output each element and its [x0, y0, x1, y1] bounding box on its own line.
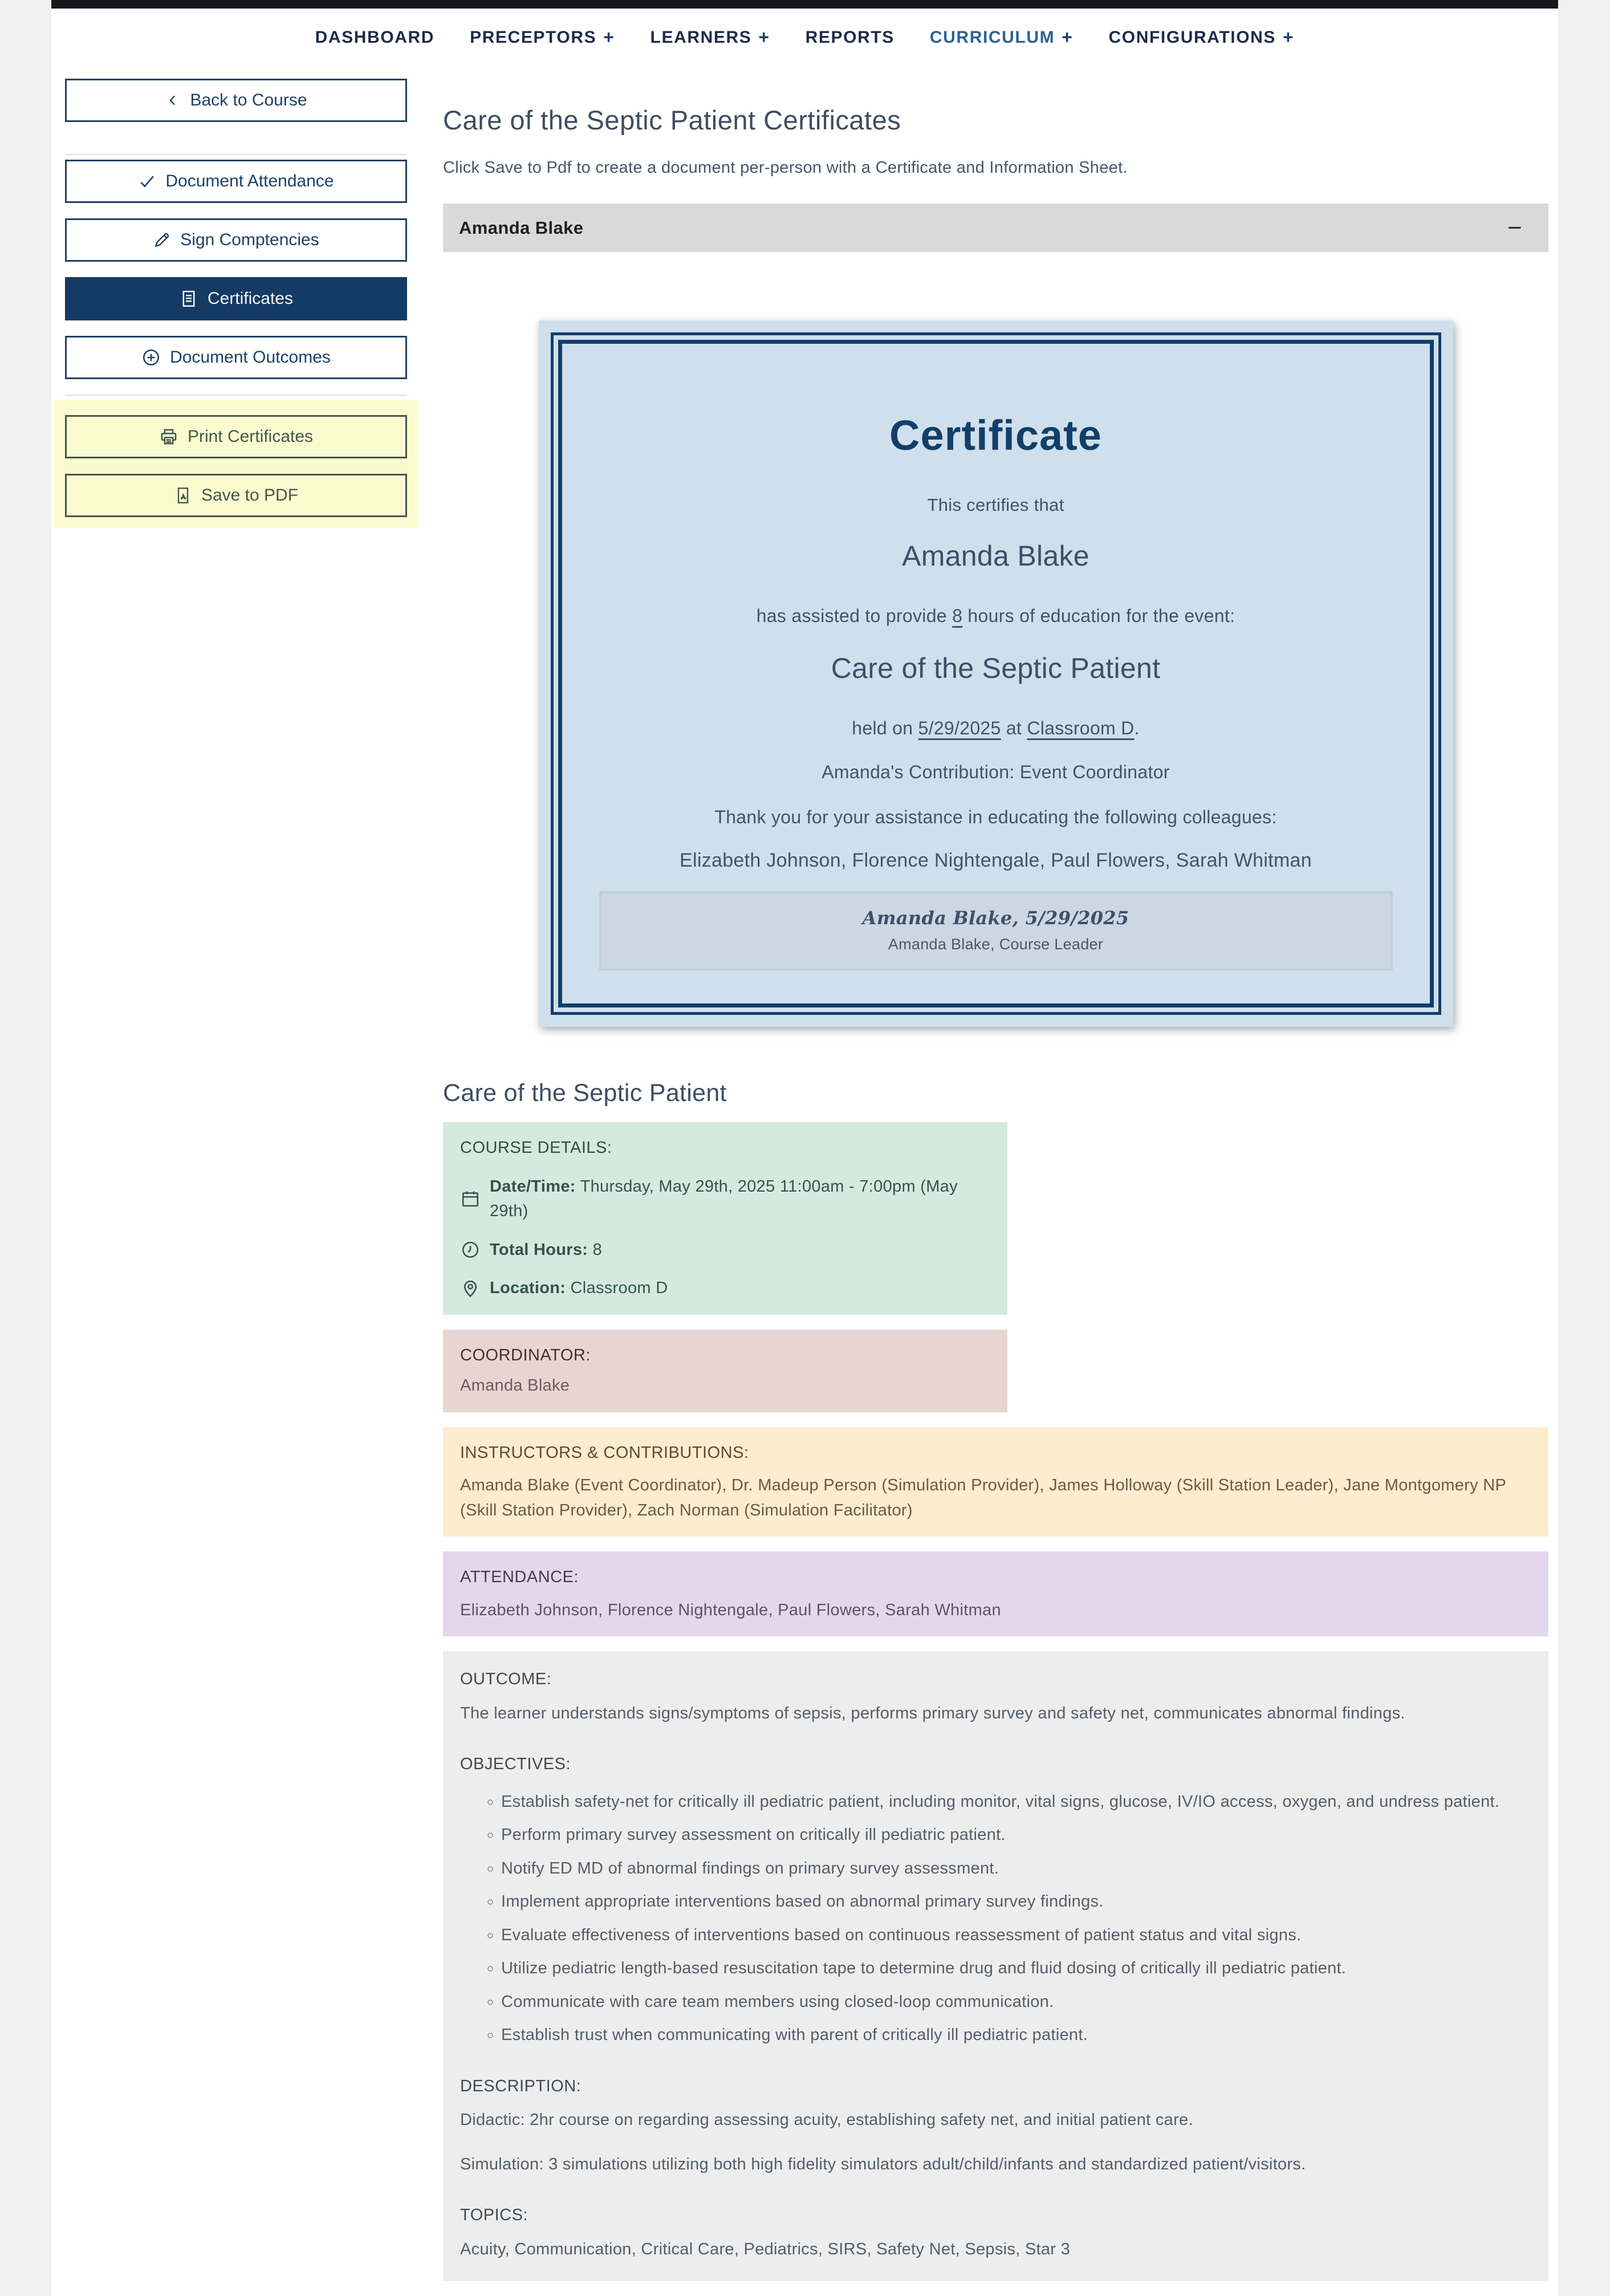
sign-competencies-label: Sign Comptencies	[180, 230, 319, 249]
nav-label: REPORTS	[805, 27, 895, 47]
certificate	[539, 320, 1453, 1027]
plus-icon: +	[603, 27, 615, 47]
attendance-box	[443, 1551, 1548, 1636]
document-attendance-label: Document Attendance	[165, 172, 334, 190]
location-label: Location:	[490, 1279, 566, 1297]
event-date: 5/29/2025	[918, 718, 1001, 738]
print-certificates-label: Print Certificates	[187, 427, 314, 446]
plus-icon: +	[1062, 27, 1074, 47]
objectives-list	[460, 1790, 1531, 2048]
date-time-row	[460, 1175, 990, 1224]
person-accordion-header[interactable]	[443, 204, 1548, 252]
document-icon	[179, 289, 198, 308]
objective-item: ◦ Notify ED MD of abnormal findings on primary survey assessment.	[501, 1856, 1531, 1881]
document-outcomes-label: Document Outcomes	[170, 348, 331, 367]
main-content	[443, 79, 1548, 2281]
nav-curriculum[interactable]	[930, 27, 1074, 48]
nav-label: CONFIGURATIONS	[1108, 27, 1276, 47]
objective-item: ◦ Utilize pediatric length-based resuscitation tape to determine drug and fluid dosing of critically ill pediatric patient.	[501, 1956, 1531, 1981]
objective-item: ◦ Evaluate effectiveness of interventions based on continuous reassessment of patient status and vital signs.	[501, 1923, 1531, 1948]
description-didactic: Didactic: 2hr course on regarding assessing acuity, establishing safety net, and initial patient care.	[460, 2111, 1193, 2129]
outcome-objectives-box	[443, 1651, 1548, 2281]
plus-circle-icon	[141, 348, 161, 367]
assist-line	[588, 606, 1404, 627]
event-name: Care of the Septic Patient	[831, 652, 1161, 684]
sidebar	[65, 79, 407, 2281]
sign-competencies-button[interactable]	[65, 218, 407, 262]
outcome-heading: OUTCOME:	[460, 1670, 552, 1688]
save-to-pdf-label: Save to PDF	[201, 486, 299, 505]
clock-icon	[460, 1240, 481, 1260]
pencil-icon	[153, 231, 171, 249]
assist-suffix: hours of education for the event:	[967, 606, 1235, 626]
calendar-icon	[460, 1189, 481, 1209]
topics-value: Acuity, Communication, Critical Care, Pediatrics, SIRS, Safety Net, Sepsis, Star 3	[460, 2240, 1071, 2258]
objective-item: ◦ Communicate with care team members using closed-loop communication.	[501, 1990, 1531, 2015]
top-black-bar	[51, 0, 1558, 9]
coordinator-box	[443, 1330, 1007, 1412]
recipient-name: Amanda Blake	[902, 540, 1089, 572]
nav-preceptors[interactable]	[470, 27, 615, 48]
page-title: Care of the Septic Patient Certificates	[443, 105, 901, 135]
chevron-left-icon	[165, 92, 181, 108]
description-section	[460, 2074, 1531, 2177]
pdf-file-icon	[174, 486, 192, 505]
content-layout	[51, 68, 1558, 2281]
printer-icon	[159, 427, 178, 446]
nav-label: DASHBOARD	[315, 27, 435, 47]
signature-box	[599, 891, 1393, 970]
total-hours-row	[460, 1238, 990, 1263]
nav-configurations[interactable]	[1109, 27, 1295, 48]
back-to-course-label: Back to Course	[190, 91, 307, 109]
nav-reports[interactable]	[806, 28, 895, 47]
sidebar-divider	[65, 154, 407, 155]
topics-section	[460, 2203, 1531, 2262]
nav-label: CURRICULUM	[929, 27, 1055, 47]
objective-item: ◦ Establish trust when communicating with parent of critically ill pediatric patient.	[501, 2023, 1531, 2048]
held-prefix: held on	[852, 718, 913, 738]
signature-script: Amanda Blake, 5/29/2025	[862, 907, 1129, 929]
total-hours-value: 8	[592, 1240, 603, 1259]
nav-dashboard[interactable]	[315, 28, 434, 47]
location-icon	[460, 1278, 481, 1299]
nav-label: PRECEPTORS	[470, 27, 597, 47]
location-value: Classroom D	[570, 1279, 668, 1297]
location-row	[460, 1276, 990, 1301]
certificates-label: Certificates	[207, 289, 294, 308]
at-word: at	[1006, 718, 1022, 738]
collapse-minus-icon[interactable]: −	[1507, 213, 1522, 242]
coordinator-value: Amanda Blake	[460, 1376, 570, 1395]
event-location: Classroom D	[1027, 718, 1135, 738]
nav-learners[interactable]	[650, 27, 770, 48]
held-line	[588, 718, 1404, 739]
outcome-section	[460, 1667, 1531, 1726]
topics-heading: TOPICS:	[460, 2206, 528, 2224]
coordinator-heading: COORDINATOR:	[460, 1346, 591, 1364]
nav-label: LEARNERS	[650, 27, 752, 47]
date-time-value: Thursday, May 29th, 2025 11:00am - 7:00pm (May 29th)	[490, 1177, 958, 1220]
held-suffix: .	[1134, 718, 1140, 738]
document-attendance-button[interactable]	[65, 160, 407, 203]
info-sheet-title: Care of the Septic Patient	[443, 1079, 727, 1107]
colleagues-line: Elizabeth Johnson, Florence Nightengale, Paul Flowers, Sarah Whitman	[680, 850, 1312, 871]
signature-printed: Amanda Blake, Course Leader	[888, 936, 1104, 953]
certificate-outer-border	[551, 332, 1441, 1015]
description-simulation: Simulation: 3 simulations utilizing both high fidelity simulators adult/child/infants and standardized patient/visitors.	[460, 2155, 1306, 2173]
main-nav	[51, 9, 1558, 68]
objectives-section	[460, 1752, 1531, 2048]
certifies-line: This certifies that	[927, 495, 1064, 515]
thanks-line: Thank you for your assistance in educating the following colleagues:	[714, 807, 1277, 827]
page	[51, 0, 1558, 2296]
outcome-value: The learner understands signs/symptoms of sepsis, performs primary survey and safety net, communicates abnormal findings.	[460, 1704, 1405, 1722]
date-time-label: Date/Time:	[490, 1177, 576, 1196]
save-to-pdf-button[interactable]	[65, 474, 407, 517]
objective-item: ◦ Establish safety-net for critically ill pediatric patient, including monitor, vital signs, glucose, IV/IO access, oxygen, and undress patient.	[501, 1790, 1531, 1815]
attendance-value: Elizabeth Johnson, Florence Nightengale, Paul Flowers, Sarah Whitman	[460, 1600, 1001, 1619]
total-hours-label: Total Hours:	[490, 1240, 588, 1259]
document-outcomes-button[interactable]	[65, 336, 407, 379]
person-name: Amanda Blake	[459, 217, 584, 238]
back-to-course-button[interactable]	[65, 79, 407, 122]
sidebar-divider	[65, 395, 407, 396]
description-heading: DESCRIPTION:	[460, 2076, 582, 2095]
instructors-value: Amanda Blake (Event Coordinator), Dr. Madeup Person (Simulation Provider), James Holloway (Skill Station Leader), Jane Montgomery NP (Skill Station Provider), Zach Norman (Simulation Facilitator)	[460, 1476, 1506, 1519]
certificate-inner-border	[558, 340, 1434, 1007]
hours-value: 8	[952, 606, 963, 626]
course-details-box	[443, 1122, 1007, 1315]
objectives-heading: OBJECTIVES:	[460, 1755, 571, 1773]
plus-icon: +	[758, 27, 770, 47]
certificate-title: Certificate	[889, 412, 1102, 459]
check-icon	[138, 172, 156, 190]
highlighted-actions	[54, 400, 418, 528]
certificates-button[interactable]	[65, 277, 407, 320]
instructors-box	[443, 1427, 1548, 1537]
contribution-line: Amanda's Contribution: Event Coordinator	[822, 762, 1170, 782]
instructors-heading: INSTRUCTORS & CONTRIBUTIONS:	[460, 1443, 749, 1462]
attendance-heading: ATTENDANCE:	[460, 1568, 579, 1586]
plus-icon: +	[1283, 27, 1295, 47]
objective-item: ◦ Implement appropriate interventions based on abnormal primary survey findings.	[501, 1889, 1531, 1915]
course-details-heading: COURSE DETAILS:	[460, 1139, 612, 1157]
objective-item: ◦ Perform primary survey assessment on critically ill pediatric patient.	[501, 1823, 1531, 1848]
page-subtitle: Click Save to Pdf to create a document per-person with a Certificate and Information Sheet.	[443, 159, 1128, 177]
assist-prefix: has assisted to provide	[756, 606, 947, 626]
print-certificates-button[interactable]	[65, 415, 407, 458]
